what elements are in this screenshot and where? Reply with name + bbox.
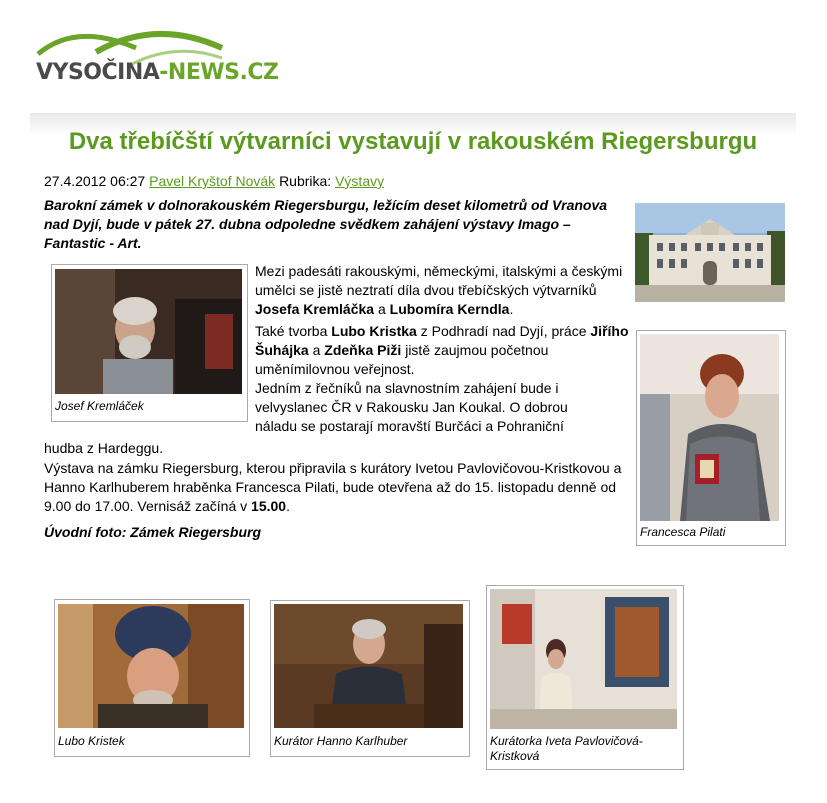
p2-text-d: a <box>308 342 325 358</box>
kristek-image <box>58 604 244 728</box>
logo-text-right: -NEWS.CZ <box>159 60 279 85</box>
kremlacek-image <box>55 269 242 394</box>
intro-photo-note: Úvodní foto: Zámek Riegersburg <box>44 524 262 540</box>
p2-text-e: jistě zaujmou početnou uměnímilovnou veřejnost. <box>255 342 549 377</box>
logo-text-left: VYSOČINA <box>36 60 160 85</box>
karlhuber-photo[interactable] <box>274 604 463 728</box>
kremlacek-photo[interactable] <box>55 269 242 394</box>
caption-pavlovicova: Kurátorka Iveta Pavlovičová-Kristková <box>490 734 643 763</box>
site-logo[interactable] <box>36 22 279 102</box>
p1-text-a: Mezi padesáti rakouskými, německými, italskými a českými umělci se jistě neztratí díla dvou třebíčských výtvarníků <box>255 263 623 298</box>
p2-name-kristek: Lubo Kristka <box>331 323 417 339</box>
article-paragraph-3 <box>255 379 635 436</box>
pavlovicova-image <box>490 589 677 729</box>
karlhuber-image <box>274 604 463 728</box>
p1-name-kremlacek: Josefa Kremláčka <box>255 301 375 317</box>
p3-line-2: velvyslanec ČR v Rakousku Jan Koukal. O dobrou <box>255 399 568 415</box>
article-perex: Barokní zámek v dolnorakouském Riegersburgu, ležícím deset kilometrů od Vranova nad Dyjí, bude v pátek 27. dubna odpoledne svědkem zahájení výstavy Imago – Fantastic - Art. <box>44 197 608 251</box>
pilati-image <box>640 334 779 521</box>
p2-text-a: Také tvorba <box>255 323 332 339</box>
logo-text <box>36 60 278 85</box>
author-link[interactable]: Pavel Kryštof Novák <box>149 173 276 189</box>
kristek-photo[interactable] <box>58 604 244 728</box>
caption-karlhuber: Kurátor Hanno Karlhuber <box>274 734 408 748</box>
article-date: 27.4.2012 06:27 <box>44 173 146 189</box>
castle-image <box>635 203 785 302</box>
article-title: Dva třebíčští výtvarníci vystavují v rakouském Riegersburgu <box>68 128 758 155</box>
rubrika-label: Rubrika: <box>279 173 332 189</box>
article-paragraph-3-end: hudba z Hardeggu. <box>44 440 164 456</box>
p3-line-1: Jedním z řečníků na slavnostním zahájení bude i <box>255 380 559 396</box>
castle-photo[interactable] <box>635 203 785 302</box>
caption-pilati: Francesca Pilati <box>640 525 726 539</box>
caption-kremlacek: Josef Kremláček <box>55 399 144 413</box>
p1-text-d: . <box>509 301 514 317</box>
p3-line-3: náladu se postarají moravští Burčáci a Pohraniční <box>255 418 564 434</box>
article-paragraph-4 <box>44 459 624 516</box>
pavlovicova-photo[interactable] <box>490 589 677 729</box>
p2-text-c: z Podhradí nad Dyjí, práce <box>416 323 591 339</box>
article-paragraph-1 <box>255 262 625 319</box>
p1-text-c: a <box>374 301 390 317</box>
caption-kristek: Lubo Kristek <box>58 734 125 748</box>
p4-text: Výstava na zámku Riegersburg, kterou připravila s kurátory Ivetou Pavlovičovou-Kristkovou a Hanno Karlhuberem hraběnka Francesca Pilati, bude otevřena až do 15. listopadu denně od 9.00 do 17.00. Vernisáž začíná v <box>44 460 622 514</box>
p4-end: . <box>286 498 290 514</box>
p1-name-kerndl: Lubomíra Kerndla <box>389 301 510 317</box>
rubrika-link[interactable]: Výstavy <box>335 173 385 189</box>
p4-time: 15.00 <box>251 498 287 514</box>
p2-name-piza: Zdeňka Piži <box>324 342 402 358</box>
article-paragraph-2 <box>255 322 635 379</box>
p2-name-suhajek: Jiřího Šuhájka <box>255 323 629 358</box>
article-meta <box>44 173 384 189</box>
pilati-photo[interactable] <box>640 334 779 521</box>
